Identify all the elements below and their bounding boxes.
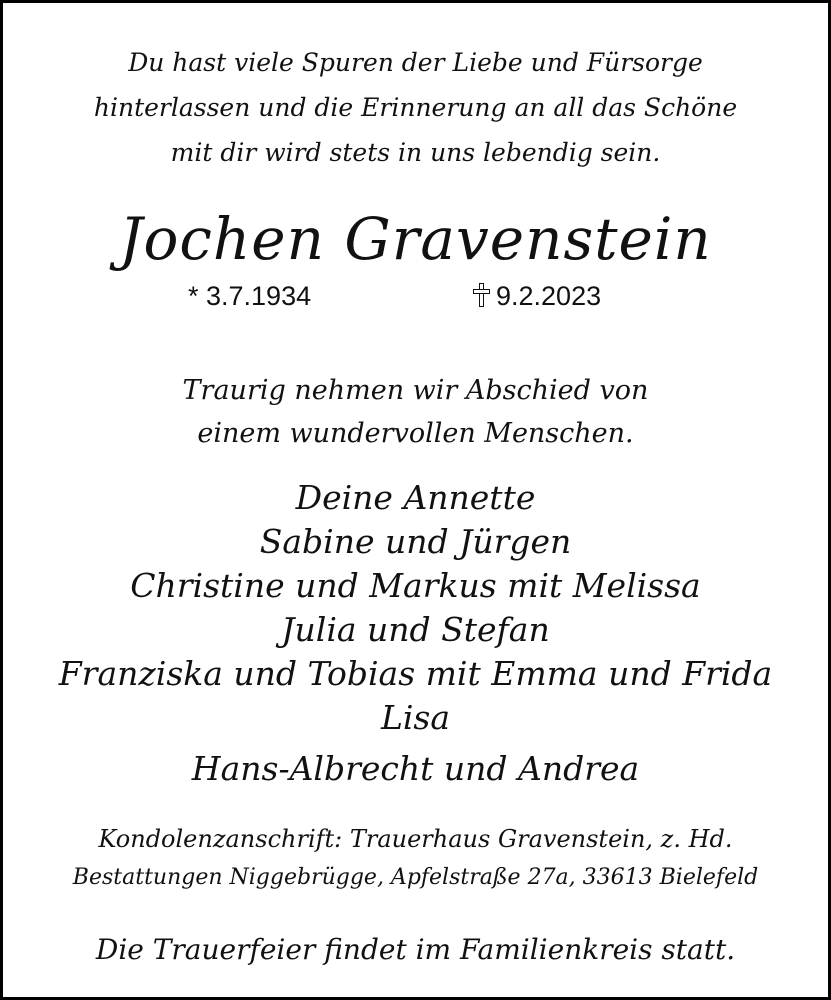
mourner-line: Christine und Markus mit Melissa xyxy=(130,566,701,605)
mourner-line: Lisa xyxy=(380,698,451,737)
verse-line: mit dir wird stets in uns lebendig sein. xyxy=(170,138,661,167)
deceased-name: Jochen Gravenstein xyxy=(119,205,712,273)
birth-date: * 3.7.1934 xyxy=(188,281,312,311)
intro-line: Traurig nehmen wir Abschied von xyxy=(182,375,649,406)
mourner-line: Franziska und Tobias mit Emma und Frida xyxy=(58,654,773,693)
death-date-group xyxy=(473,281,601,312)
contact-line: Kondolenzanschrift: Trauerhaus Gravenstein, z. Hd. xyxy=(98,825,733,853)
death-date: 9.2.2023 xyxy=(496,281,602,311)
mourner-line: Deine Annette xyxy=(295,478,536,517)
closing-line: Die Trauerfeier findet im Familienkreis statt. xyxy=(95,933,736,966)
life-dates xyxy=(3,281,828,317)
cross-icon xyxy=(473,283,490,307)
mourner-line: Hans-Albrecht und Andrea xyxy=(191,749,640,788)
verse-line: Du hast viele Spuren der Liebe und Fürsorge xyxy=(128,48,703,77)
mourner-line: Sabine und Jürgen xyxy=(259,522,572,561)
intro-line: einem wundervollen Menschen. xyxy=(197,418,634,449)
contact-line: Bestattungen Niggebrügge, Apfelstraße 27a, 33613 Bielefeld xyxy=(72,865,759,890)
mourner-line: Julia und Stefan xyxy=(281,610,550,649)
verse-line: hinterlassen und die Erinnerung an all das Schöne xyxy=(93,93,738,122)
